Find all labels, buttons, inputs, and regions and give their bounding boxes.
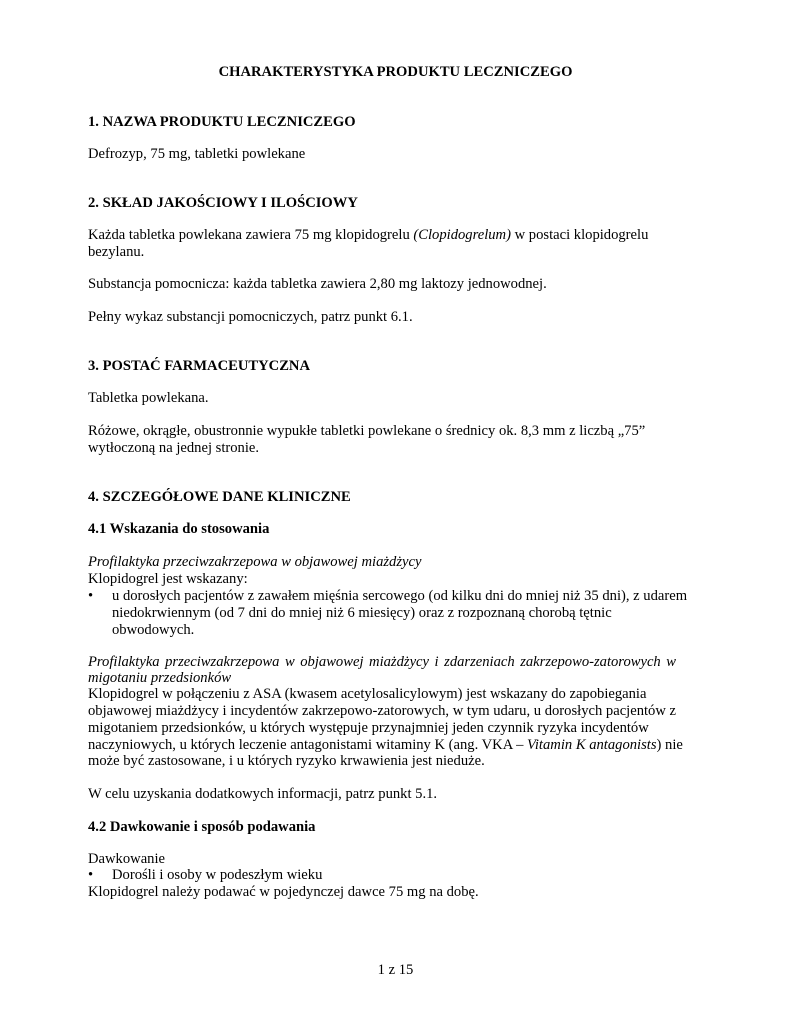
composition-text-b: w postaci klopidogrelu [510, 227, 649, 243]
indication-2-line1: Klopidogrel w połączeniu z ASA (kwasem acetylosalicylowym) jest wskazany do zapobiegania [88, 686, 647, 702]
excipient-text: Substancja pomocnicza: każda tabletka zawiera 2,80 mg laktozy jednowodnej. [88, 276, 547, 292]
section-2-heading: 2. SKŁAD JAKOŚCIOWY I ILOŚCIOWY [88, 195, 358, 211]
form-desc-line2: wytłoczoną na jednej stronie. [88, 440, 260, 456]
indication-2-line3: migotaniem przedsionków, u których występuje przynajmniej jeden czynnik ryzyka incydentów [88, 720, 649, 736]
page-number: 1 z 15 [377, 962, 414, 978]
dosage-bullet-text: Dorośli i osoby w podeszłym wieku [112, 867, 323, 883]
section-4-2-heading: 4.2 Dawkowanie i sposób podawania [88, 819, 316, 835]
form-desc-line1: Różowe, okrągłe, obustronnie wypukłe tabletki powlekane o średnicy ok. 8,3 mm z liczbą „75” [88, 423, 646, 439]
dosage-line: Klopidogrel należy podawać w pojedynczej dawce 75 mg na dobę. [88, 884, 479, 900]
indication-1-bullet-line3: obwodowych. [112, 622, 195, 638]
indication-2-line2: objawowej miażdżycy i incydentów zakrzepowo-zatorowych, w tym udaru, u dorosłych pacjentów z [88, 703, 677, 719]
indication-2-title-line2: migotaniu przedsionków [88, 670, 232, 686]
document-title: CHARAKTERYSTYKA PRODUKTU LECZNICZEGO [218, 64, 573, 80]
excipient-ref: Pełny wykaz substancji pomocniczych, patrz punkt 6.1. [88, 309, 413, 325]
section-3-heading: 3. POSTAĆ FARMACEUTYCZNA [88, 358, 311, 374]
indication-2-title-line1: Profilaktyka przeciwzakrzepowa w objawowej miażdżycy i zdarzeniach zakrzepowo-zatorowych w [88, 654, 676, 670]
section-4-heading: 4. SZCZEGÓŁOWE DANE KLINICZNE [88, 489, 351, 505]
bullet: • [88, 867, 94, 883]
indication-1-intro: Klopidogrel jest wskazany: [88, 571, 248, 587]
indication-1-title: Profilaktyka przeciwzakrzepowa w objawowej miażdżycy [88, 554, 422, 570]
bullet: • [88, 588, 94, 604]
composition-line2: bezylanu. [88, 244, 145, 260]
form-text: Tabletka powlekana. [88, 390, 209, 406]
product-name: Defrozyp, 75 mg, tabletki powlekane [88, 146, 306, 162]
indication-more-info: W celu uzyskania dodatkowych informacji, patrz punkt 5.1. [88, 786, 438, 802]
section-1-heading: 1. NAZWA PRODUKTU LECZNICZEGO [88, 114, 356, 130]
indication-2-line4-b: ) nie [656, 737, 683, 753]
dosage-label: Dawkowanie [88, 851, 165, 867]
indication-2-line5: może być zastosowane, i u których ryzyko krwawienia jest nieduże. [88, 753, 485, 769]
section-4-1-heading: 4.1 Wskazania do stosowania [88, 521, 270, 537]
indication-2-line4 [88, 737, 683, 754]
composition-text-a: Każda tabletka powlekana zawiera 75 mg klopidogrelu [88, 227, 414, 243]
indication-1-bullet-line1: u dorosłych pacjentów z zawałem mięśnia sercowego (od kilku dni do mniej niż 35 dni), z udarem [112, 588, 688, 604]
indication-2-line4-a: naczyniowych, u których leczenie antagonistami witaminy K (ang. VKA – [88, 737, 528, 753]
composition-latin-name: (Clopidogrelum) [413, 227, 511, 243]
composition-line1 [88, 227, 648, 244]
indication-2-line4-italic: Vitamin K antagonists [527, 737, 657, 753]
indication-1-bullet-line2: niedokrwiennym (od 7 dni do mniej niż 6 miesięcy) oraz z rozpoznaną chorobą tętnic [112, 605, 612, 621]
